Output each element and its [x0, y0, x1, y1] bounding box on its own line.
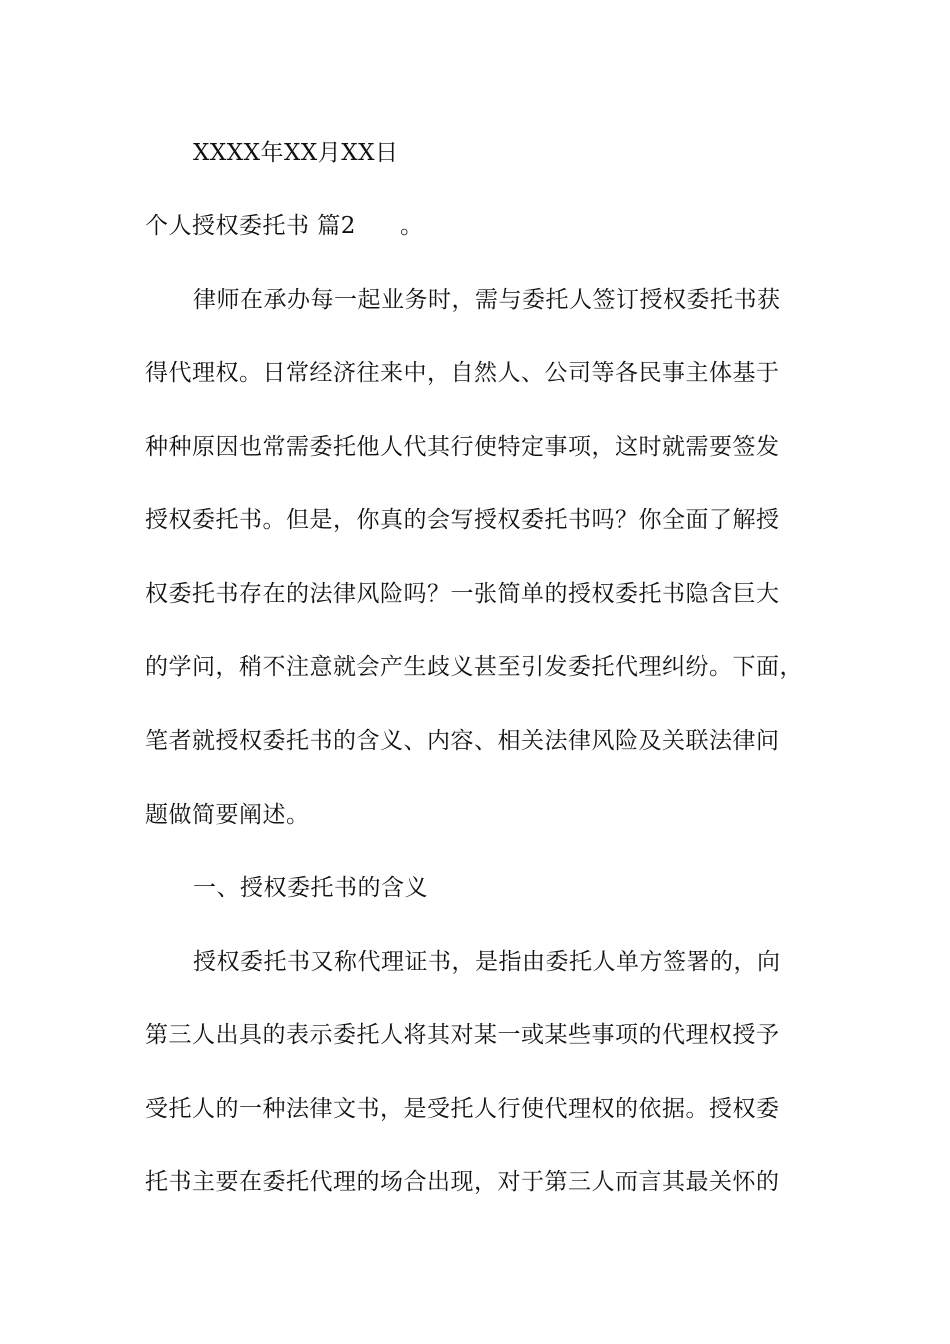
- section-heading-title: 个人授权委托书 篇2: [145, 213, 356, 239]
- section-heading-mark: 。: [399, 213, 424, 239]
- section-heading: [145, 211, 423, 241]
- paragraph-1-line-1: 律师在承办每一起业务时，需与委托人签订授权委托书获: [193, 287, 781, 313]
- paragraph-1-line-2: 得代理权。日常经济往来中，自然人、公司等各民事主体基于: [145, 360, 780, 386]
- paragraph-1-line-8: 题做简要阐述。: [145, 802, 310, 828]
- paragraph-1-line-5: 权委托书存在的法律风险吗？一张简单的授权委托书隐含巨大: [145, 581, 780, 607]
- paragraph-1-line-6: 的学问，稍不注意就会产生歧义甚至引发委托代理纠纷。下面，: [145, 654, 803, 680]
- paragraph-1-line-3: 种种原因也常需委托他人代其行使特定事项，这时就需要签发: [145, 434, 780, 460]
- paragraph-2-line-2: 第三人出具的表示委托人将其对某一或某些事项的代理权授予: [145, 1022, 780, 1048]
- subsection-heading: 一、授权委托书的含义: [193, 875, 428, 901]
- paragraph-2-line-1: 授权委托书又称代理证书，是指由委托人单方签署的，向: [193, 949, 781, 975]
- date-line: XXXX年XX月XX日: [193, 140, 399, 166]
- paragraph-1-line-7: 笔者就授权委托书的含义、内容、相关法律风险及关联法律问: [145, 728, 780, 754]
- paragraph-2-line-4: 托书主要在委托代理的场合出现，对于第三人而言其最关怀的: [145, 1169, 780, 1195]
- paragraph-2-line-3: 受托人的一种法律文书，是受托人行使代理权的依据。授权委: [145, 1096, 780, 1122]
- paragraph-1-line-4: 授权委托书。但是，你真的会写授权委托书吗？你全面了解授: [145, 507, 780, 533]
